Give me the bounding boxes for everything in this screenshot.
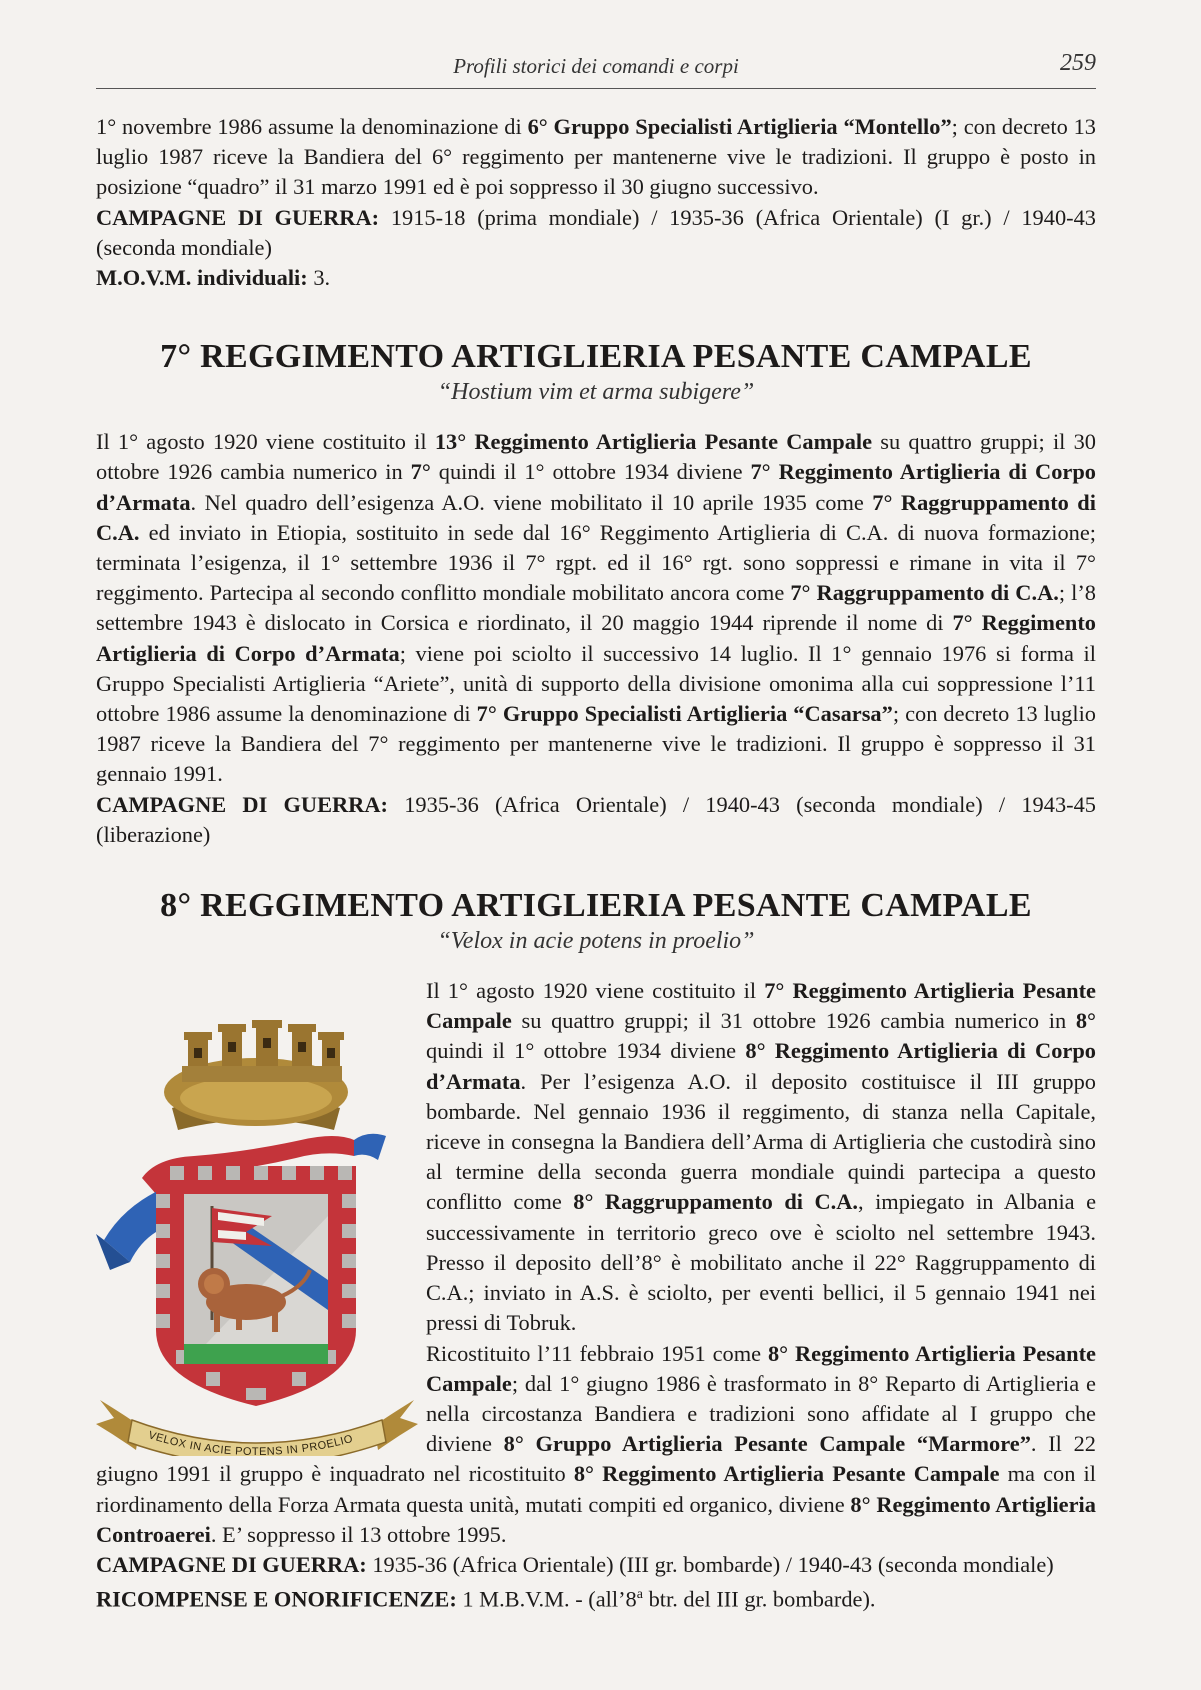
movm-label: M.O.V.M. individuali: (96, 265, 308, 291)
section-title-7: 7° REGGIMENTO ARTIGLIERIA PESANTE CAMPALE (160, 338, 1032, 376)
header-rule (96, 88, 1096, 89)
page-header (96, 50, 1096, 90)
running-title: Profili storici dei comandi e corpi (453, 54, 739, 78)
campaigns-label-8: CAMPAGNE DI GUERRA: (96, 1551, 367, 1577)
mural-crown-icon (164, 1020, 348, 1130)
page-number: 259 (1060, 50, 1096, 76)
section-title-8: 8° REGGIMENTO ARTIGLIERIA PESANTE CAMPALE (160, 887, 1032, 925)
section8-campaigns: CAMPAGNE DI GUERRA: 1935-36 (Africa Orientale) (III gr. bombarde) / 1940-43 (seconda mondiale) RICOMPENSE E ONORIFICENZE: 1 M.B.V.M. - (all’8$^a$ btr. del III gr. bombarde). (96, 1551, 1054, 1612)
coat-of-arms-icon (96, 980, 418, 1456)
section7-body: Il 1° agosto 1920 viene costituito il 13° Reggimento Artiglieria Pesante Campale su quattro gruppi; il 30 ottobre 1926 cambia numerico in 7° quindi il 1° ottobre 1934 diviene 7° Reggimento Artiglieria di Corpo d’Armata. Nel quadro dell’esigenza A.O. viene mobilitato il 10 aprile 1935 come 7° Raggruppamento di C.A. ed inviato in Etiopia, sostituito in sede dal 16° Reggimento Artiglieria di C.A. di nuova formazione; terminata l’esigenza, il 1° settembre 1936 il 7° rgpt. ed il 16° rgt. sono soppressi e rimane in vita il 7° reggimento. Partecipa al secondo conflitto mondiale mobilitato ancora come 7° Raggruppamento di C.A.; l’8 settembre 1943 è dislocato in Corsica e riordinato, il 20 maggio 1944 riprende il nome di 7° Reggimento Artiglieria di Corpo d’Armata; viene poi sciolto il successivo 14 luglio. Il 1° gennaio 1976 si forma il Gruppo Specialisti Artiglieria “Ariete”, unità di supporto della divisione omonima alla cui soppressione l’11 ottobre 1986 assume la denominazione di 7° Gruppo Specialisti Artiglieria “Casarsa”; con decreto 13 luglio 1987 riceve la Bandiera del 7° reggimento per mantenerne vive le tradizioni. Il gruppo è soppresso il 31 gennaio 1991. CAMPAGNE DI GUERRA: 1935-36 (Africa Orientale) / 1940-43 (seconda mondiale) / 1943-45 (liberazione) (96, 429, 1097, 847)
awards-label: RICOMPENSE E ONORIFICENZE: (96, 1586, 457, 1612)
section8-body-1: Il 1° agosto 1920 viene costituito il 7° Reggimento Artiglieria Pesante Campale su quattro gruppi; il 31 ottobre 1926 cambia numerico in 8° quindi il 1° ottobre 1934 diviene 8° Reggimento Artiglieria di Corpo d’Armata. Per l’esigenza A.O. il deposito costituisce il III gruppo bombarde. Nel gennaio 1936 il reggimento, di stanza nella Capitale, riceve in consegna la Bandiera dell’Arma di Artiglieria che custodirà sino al termine della seconda guerra mondiale quindi partecipa a questo conflitto come 8° Raggruppamento di C.A., impiegato in Albania e successivamente in territorio greco ove è sciolto nel settembre 1943. Presso il deposito dell’8° è mobilitato anche il 22° Raggruppamento di C.A.; inviato in A.S. è sciolto, per eventi bellici, il 5 gennaio 1941 nei pressi di Tobruk. (426, 978, 1097, 1336)
motto-8: “Velox in acie potens in proelio” (437, 928, 755, 955)
shield-icon (156, 1166, 356, 1406)
svg-text:VELOX IN ACIE POTENS IN PROELI: VELOX IN ACIE POTENS IN PROELIO (146, 1429, 355, 1457)
motto-7: “Hostium vim et arma subigere” (437, 379, 755, 406)
section8-body-2: Ricostituito l’11 febbraio 1951 come 8° Reggimento Artiglieria Pesante Campale; dal 1° giugno 1986 è trasformato in 8° Reparto di Artiglieria e nella circostanza Bandiera e tradizioni sono affidate al I gruppo che diviene 8° Gruppo Artiglieria Pesante Campale “Marmore”. Il 22 giugno 1991 il gruppo è inquadrato nel ricostituito 8° Reggimento Artiglieria Pesante Campale ma con il riordinamento della Forza Armata questa unità, mutati compiti ed organico, diviene 8° Reggimento Artiglieria Controaerei. E’ soppresso il 13 ottobre 1995. (96, 1340, 1096, 1547)
campaigns-label-7: CAMPAGNE DI GUERRA: (96, 791, 388, 817)
motto-scroll-icon (96, 1400, 418, 1456)
coat-of-arms-emblem (96, 980, 418, 1456)
campaigns-label: CAMPAGNE DI GUERRA: (96, 204, 380, 230)
page-content (96, 112, 1096, 1615)
intro-paragraph: 1° novembre 1986 assume la denominazione di 6° Gruppo Specialisti Artiglieria “Montello”; con decreto 13 luglio 1987 riceve la Bandiera del 6° reggimento per mantenerne vive le tradizioni. Il gruppo è posto in posizione “quadro” il 31 marzo 1991 ed è poi soppresso il 30 giugno successivo. CAMPAGNE DI GUERRA: 1915-18 (prima mondiale) / 1935-36 (Africa Orientale) (I gr.) / 1940-43 (seconda mondiale) M.O.V.M. individuali: 3. (96, 114, 1096, 291)
